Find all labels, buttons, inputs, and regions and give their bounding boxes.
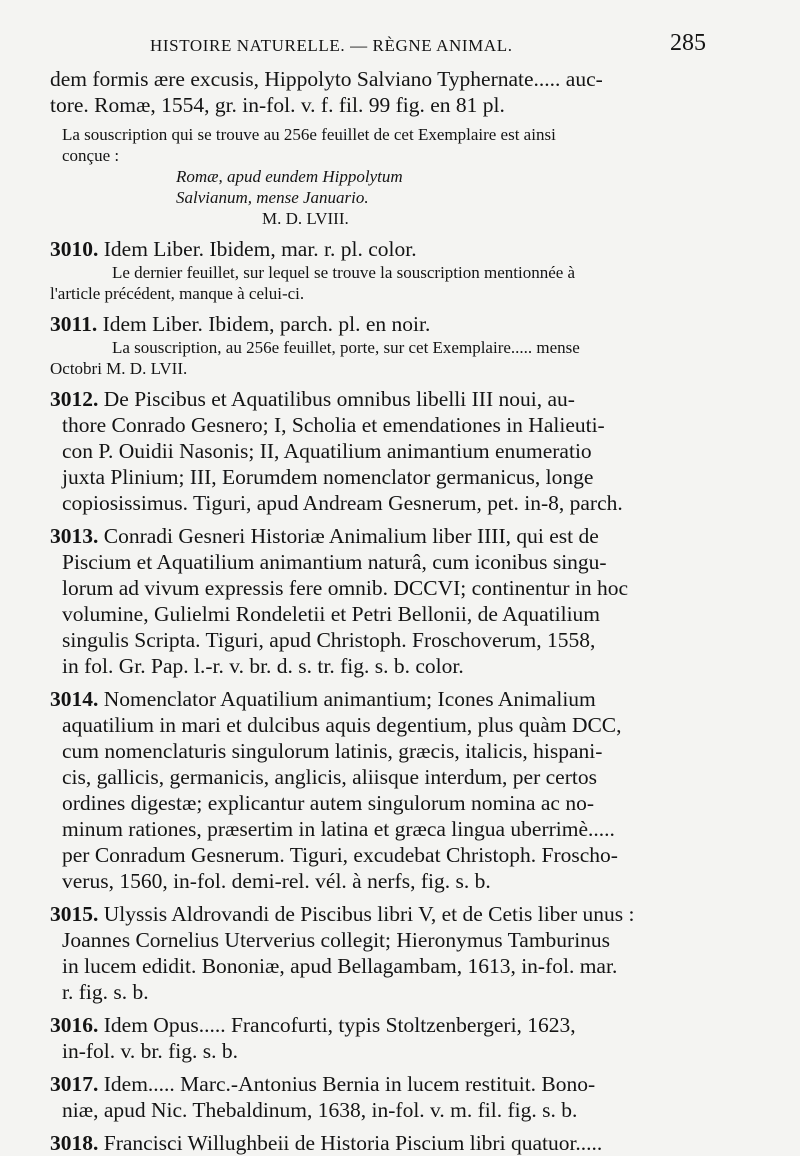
entry-number: 3016. [50,1013,99,1037]
entry-line: tore. Romæ, 1554, gr. in-fol. v. f. fil. 99 fig. en 81 pl. [50,93,505,117]
catalog-entry-3013 [50,523,710,679]
entry-line: cis, gallicis, germanicis, anglicis, aliisque interdum, per certos [62,765,597,789]
entry-line: in fol. Gr. Pap. l.-r. v. br. d. s. tr. fig. s. b. color. [62,654,464,678]
entry-line: Piscium et Aquatilium animantium naturâ, cum iconibus singu- [62,550,607,574]
catalog-entry-3018 [50,1130,710,1156]
entry-line: r. fig. s. b. [62,980,149,1004]
catalog-entry-3016 [50,1012,710,1064]
entry-line: Idem Opus..... Francofurti, typis Stoltzenbergeri, 1623, [103,1013,576,1037]
entry-line: Conradi Gesneri Historiæ Animalium liber IIII, qui est de [103,524,599,548]
entry-line: minum rationes, præsertim in latina et græca lingua uberrimè..... [62,817,615,841]
entry-line: Joannes Cornelius Uterverius collegit; Hieronymus Tamburinus [62,928,611,952]
entry-line: volumine, Gulielmi Rondeletii et Petri Bellonii, de Aquatilium [62,602,601,626]
imprint-line: Romæ, apud eundem Hippolytum [176,167,403,186]
entry-line: copiosissimus. Tiguri, apud Andream Gesnerum, pet. in-8, parch. [62,491,623,515]
catalog-entry-3015 [50,901,710,1005]
entry-line: thore Conrado Gesnero; I, Scholia et emendationes in Halieuti- [62,413,605,437]
entry-line: singulis Scripta. Tiguri, apud Christoph. Froschoverum, 1558, [62,628,596,652]
entry-line: juxta Plinium; III, Eorumdem nomenclator germanicus, longe [62,465,594,489]
entry-line: cum nomenclaturis singulorum latinis, græcis, italicis, hispani- [62,739,603,763]
catalog-entry-3017 [50,1071,710,1123]
entry-number: 3014. [50,687,99,711]
entry-number: 3013. [50,524,99,548]
entry-line: aquatilium in mari et dulcibus aquis degentium, plus quàm DCC, [62,713,622,737]
note-line: Octobri M. D. LVII. [50,359,188,378]
intro-entry [50,66,710,229]
header-title: HISTOIRE NATURELLE. — RÈGNE ANIMAL. [150,36,513,55]
entry-line: Ulyssis Aldrovandi de Piscibus libri V, et de Cetis liber unus : [103,902,635,926]
entry-line: lorum ad vivum expressis fere omnib. DCCVI; continentur in hoc [62,576,629,600]
entry-line: in lucem edidit. Bononiæ, apud Bellagambam, 1613, in-fol. mar. [62,954,618,978]
entry-line: per Conradum Gesnerum. Tiguri, excudebat Christoph. Froscho- [62,843,618,867]
entry-number: 3011. [50,312,98,336]
running-header [150,32,710,62]
entry-line: Francisci Willughbeii de Historia Piscium libri quatuor..... [103,1131,603,1155]
catalog-entry-3010 [50,236,710,304]
entry-line: Idem Liber. Ibidem, mar. r. pl. color. [103,237,417,261]
entry-number: 3018. [50,1131,99,1155]
entry-number: 3015. [50,902,99,926]
note-line: La souscription qui se trouve au 256e feuillet de cet Exemplaire est ainsi [62,125,556,144]
note-line: Le dernier feuillet, sur lequel se trouve la souscription mentionnée à [112,263,576,282]
entry-line: verus, 1560, in-fol. demi-rel. vél. à nerfs, fig. s. b. [62,869,491,893]
catalog-entry-3012 [50,386,710,516]
catalog-entry-3011 [50,311,710,379]
note-line: conçue : [62,146,120,165]
entry-line: Idem Liber. Ibidem, parch. pl. en noir. [102,312,431,336]
entry-line: con P. Ouidii Nasonis; II, Aquatilium animantium enumeratio [62,439,592,463]
page-body [50,66,710,1156]
note-line: l'article précédent, manque à celui-ci. [50,284,305,303]
entry-number: 3017. [50,1072,99,1096]
entry-line: De Piscibus et Aquatilibus omnibus libelli III noui, au- [103,387,575,411]
entry-line: ordines digestæ; explicantur autem singulorum nomina ac no- [62,791,595,815]
entry-line: in-fol. v. br. fig. s. b. [62,1039,238,1063]
catalog-entry-3014 [50,686,710,894]
entry-line: Idem..... Marc.-Antonius Bernia in lucem restituit. Bono- [103,1072,596,1096]
entry-line: dem formis ære excusis, Hippolyto Salviano Typhernate..... auc- [50,67,603,91]
entry-line: Nomenclator Aquatilium animantium; Icones Animalium [103,687,596,711]
entry-line: niæ, apud Nic. Thebaldinum, 1638, in-fol. v. m. fil. fig. s. b. [62,1098,578,1122]
note-line: La souscription, au 256e feuillet, porte, sur cet Exemplaire..... mense [112,338,580,357]
imprint-date: M. D. LVIII. [262,209,349,228]
imprint-line: Salvianum, mense Januario. [176,188,369,207]
page-number: 285 [670,30,706,56]
entry-number: 3012. [50,387,99,411]
entry-number: 3010. [50,237,99,261]
